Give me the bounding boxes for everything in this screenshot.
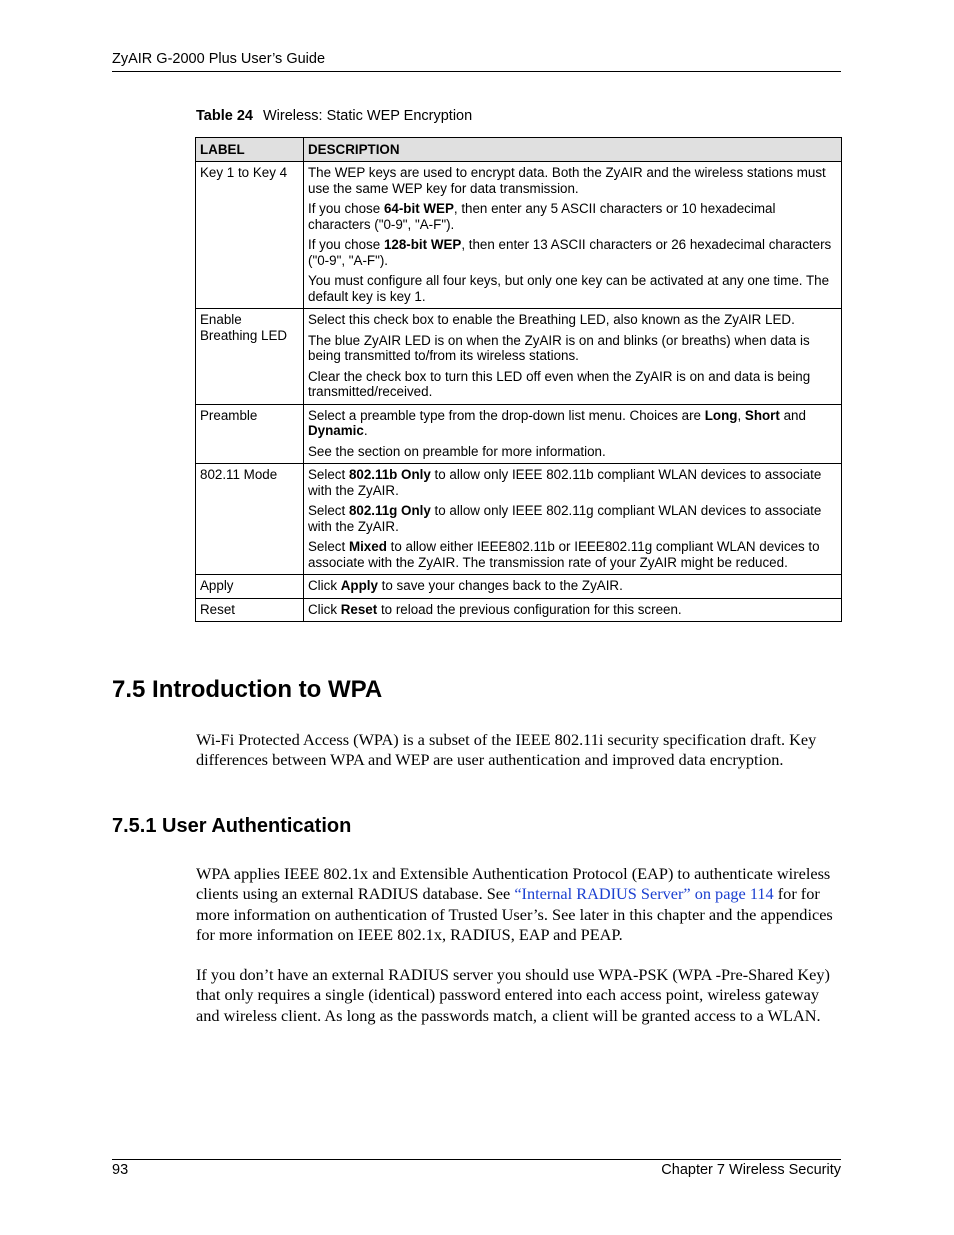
row-label: Reset xyxy=(196,598,304,622)
row-label: Preamble xyxy=(196,404,304,464)
row-label: 802.11 Mode xyxy=(196,464,304,575)
running-header: ZyAIR G-2000 Plus User’s Guide xyxy=(112,51,326,67)
header-rule xyxy=(112,71,841,72)
description-paragraph: The WEP keys are used to encrypt data. Both the ZyAIR and the wireless stations must use the same WEP key for data transmission. xyxy=(308,165,826,196)
page-number: 93 xyxy=(112,1162,129,1178)
text-run: , then enter 13 ASCII characters or 26 hexadecimal characters ("0-9", "A-F"). xyxy=(308,237,832,268)
text-run: to reload the previous configuration for this screen. xyxy=(377,601,682,617)
table-row xyxy=(196,575,842,599)
text-run: If you chose xyxy=(308,237,384,252)
text-run: Select a preamble type from the drop-down list menu. Choices are xyxy=(308,407,705,423)
bold-term: Apply xyxy=(340,578,378,593)
description-paragraph: Clear the check box to turn this LED off even when the ZyAIR is on and data is being transmitted/received. xyxy=(308,368,811,399)
table-row xyxy=(196,598,842,622)
bold-term: 802.11g Only xyxy=(348,503,431,518)
text-run: Select xyxy=(308,503,349,518)
row-label: Enable Breathing LED xyxy=(196,309,304,405)
row-description xyxy=(304,309,842,405)
text-run: Select xyxy=(308,539,349,554)
text-run: to allow only IEEE 802.11b compliant WLAN devices to associate with the ZyAIR. xyxy=(308,467,822,498)
description-paragraph xyxy=(308,408,837,439)
wep-encryption-table xyxy=(195,137,842,622)
bold-term: Long xyxy=(704,407,738,423)
row-label: Apply xyxy=(196,575,304,599)
description-paragraph xyxy=(308,602,837,618)
text-run: WPA applies IEEE 802.1x and Extensible Authentication Protocol (EAP) to authenticate wireless clients using an external RADIUS database. See xyxy=(196,864,831,904)
row-description xyxy=(304,404,842,464)
text-run: to save your changes back to the ZyAIR. xyxy=(377,578,623,593)
bold-term: 128-bit WEP xyxy=(383,237,462,252)
text-run: If you chose xyxy=(308,201,384,216)
table-row xyxy=(196,464,842,575)
text-run: to allow either IEEE802.11b or IEEE802.11g compliant WLAN devices to associate with the ZyAIR. The transmission rate of your ZyAIR might be reduced. xyxy=(308,539,820,570)
text-run: , then enter any 5 ASCII characters or 10 hexadecimal characters ("0-9", "A-F"). xyxy=(308,201,776,232)
bold-term: 802.11b Only xyxy=(348,467,431,482)
row-label: Key 1 to Key 4 xyxy=(196,162,304,309)
table-row xyxy=(196,162,842,309)
description-paragraph: The blue ZyAIR LED is on when the ZyAIR is on and blinks (or breaths) when data is being transmitted to/from its wireless stations. xyxy=(308,332,810,363)
text-run: and xyxy=(779,407,806,423)
table-header-row xyxy=(196,138,842,162)
text-run: Select xyxy=(308,467,349,482)
description-paragraph xyxy=(308,467,837,498)
text-run: for for more information on authentication of Trusted User’s. See later in this chapter and the appendices for more information on IEEE 802.1x, RADIUS, EAP and PEAP. xyxy=(196,884,833,944)
table-row xyxy=(196,309,842,405)
description-paragraph: You must configure all four keys, but only one key can be activated at any one time. The default key is key 1. xyxy=(308,273,830,304)
footer-rule xyxy=(112,1159,841,1160)
description-paragraph: See the section on preamble for more information. xyxy=(308,443,606,459)
text-run: Click xyxy=(308,601,341,617)
column-header-label: LABEL xyxy=(196,138,304,162)
description-paragraph: Select this check box to enable the Breathing LED, also known as the ZyAIR LED. xyxy=(308,312,795,327)
table-caption xyxy=(196,108,472,124)
bold-term: Mixed xyxy=(348,539,387,554)
description-paragraph xyxy=(308,201,837,232)
bold-term: Dynamic xyxy=(308,423,364,438)
bold-term: Reset xyxy=(340,601,378,617)
text-run: . xyxy=(363,423,368,438)
section-title: 7.5 Introduction to WPA xyxy=(112,676,383,703)
bold-term: Short xyxy=(744,407,780,423)
subsection-paragraph: If you don’t have an external RADIUS server you should use WPA-PSK (WPA -Pre-Shared Key) that only requires a single (identical) password entered into each access point, wireless gateway and wireless client. As long as the passwords match, a client will be granted access to a WLAN. xyxy=(196,965,830,1025)
description-paragraph xyxy=(308,503,837,534)
text-run: , xyxy=(737,407,745,423)
row-description xyxy=(304,162,842,309)
description-paragraph xyxy=(308,578,837,594)
text-run: to allow only IEEE 802.11g compliant WLAN devices to associate with the ZyAIR. xyxy=(308,503,822,534)
table-row xyxy=(196,404,842,464)
section-paragraph: Wi-Fi Protected Access (WPA) is a subset of the IEEE 802.11i security specification draft. Key differences between WPA and WEP are user authentication and improved data encryption. xyxy=(196,730,817,770)
row-description xyxy=(304,575,842,599)
column-header-description: DESCRIPTION xyxy=(304,138,842,162)
bold-term: 64-bit WEP xyxy=(383,201,454,216)
description-paragraph xyxy=(308,539,837,570)
table-caption-label: Table 24 xyxy=(196,108,253,124)
text-run: Click xyxy=(308,578,341,593)
subsection-paragraph xyxy=(196,864,844,945)
row-description xyxy=(304,464,842,575)
description-paragraph xyxy=(308,237,837,268)
table-caption-text: Wireless: Static WEP Encryption xyxy=(262,108,473,124)
chapter-title: Chapter 7 Wireless Security xyxy=(661,1162,841,1178)
row-description xyxy=(304,598,842,622)
cross-reference-link[interactable]: “Internal RADIUS Server” on page 114 xyxy=(514,884,774,904)
subsection-title: 7.5.1 User Authentication xyxy=(112,815,352,837)
